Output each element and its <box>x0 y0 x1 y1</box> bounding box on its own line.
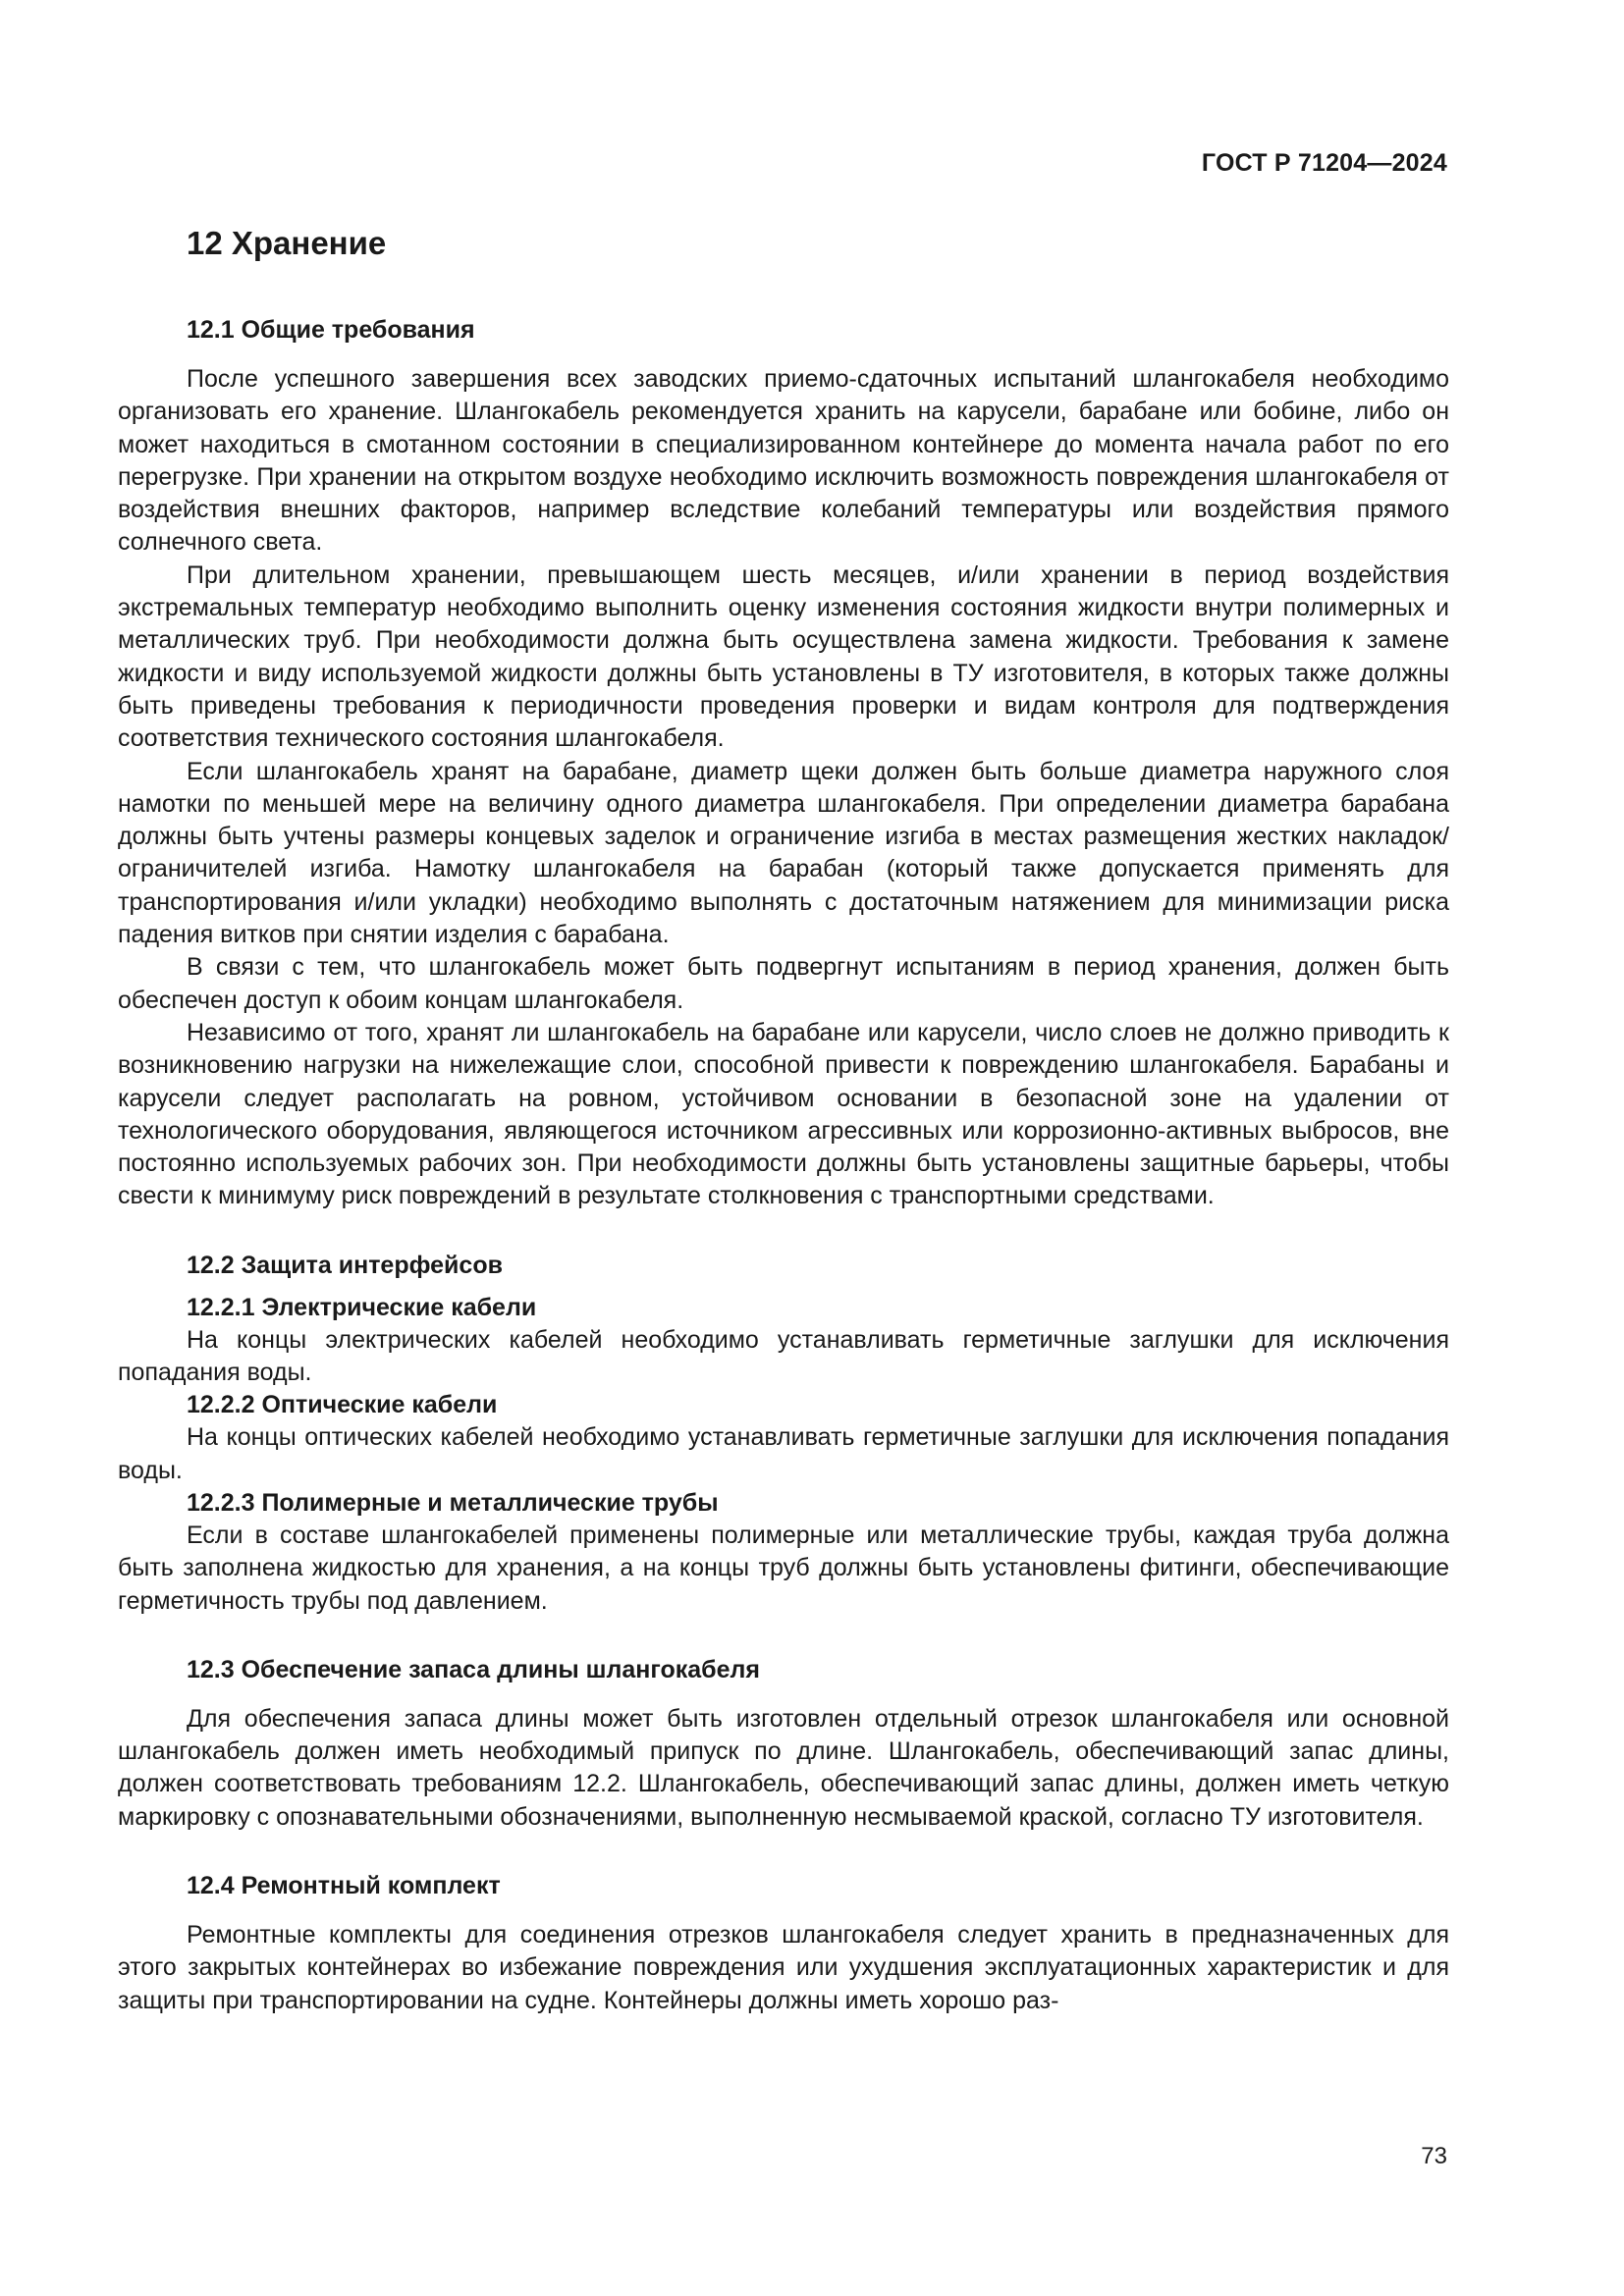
paragraph: Если в составе шлангокабелей применены полимерные или металлические трубы, каждая труба должна быть заполнена жидкостью для хранения, а на концы труб должны быть установлены фитинги, обеспечивающие герметичность трубы под давлением. <box>118 1521 1449 1615</box>
paragraph: В связи с тем, что шлангокабель может быть подвергнут испытаниям в период хранения, должен быть обеспечен доступ к обоим концам шлангокабеля. <box>118 953 1449 1014</box>
document-id: ГОСТ Р 71204—2024 <box>1201 149 1447 177</box>
paragraph: На концы электрических кабелей необходимо устанавливать герметичные заглушки для исключения попадания воды. <box>118 1325 1449 1387</box>
paragraph: После успешного завершения всех заводских приемо-сдаточных испытаний шлангокабеля необходимо организовать его хранение. Шлангокабель рекомендуется хранить на карусели, барабане или бобине, либо он может находиться в смотанном состоянии в специализированном контейнере до момента начала работ по его перегрузке. При хранении на открытом воздухе необходимо исключить возможность повреждения шлангокабеля от воздействия внешних факторов, например вследствие колебаний температуры или воздействия прямого солнечного света. <box>118 365 1449 557</box>
section-body-12-2 <box>118 1292 1449 1618</box>
subsection-title-12-2-1: 12.2.1 Электрические кабели <box>187 1293 537 1321</box>
section-body-12-1 <box>118 363 1449 1213</box>
paragraph: Для обеспечения запаса длины может быть изготовлен отдельный отрезок шлангокабеля или основной шлангокабель должен иметь необходимый припуск по длине. Шлангокабель, обеспечивающий запас длины, должен соответствовать требованиям 12.2. Шлангокабель, обеспечивающий запас длины, должен иметь четкую маркировку с опознавательными обозначениями, выполненную несмываемой краской, согласно ТУ изготовителя. <box>118 1704 1449 1831</box>
section-body-12-4 <box>118 1919 1449 2017</box>
chapter-title: 12 Хранение <box>187 225 387 261</box>
page-content <box>118 221 1449 2017</box>
paragraph: При длительном хранении, превышающем шесть месяцев, и/или хранении в период воздействия экстремальных температур необходимо выполнить оценку изменения состояния жидкости внутри полимерных и металлических труб. При необходимости должна быть осуществлена замена жидкости. Требования к замене жидкости и виду используемой жидкости должны быть установлены в ТУ изготовителя, в которых также должны быть приведены требования к периодичности проведения проверки и видам контроля для подтверждения соответствия технического состояния шлангокабеля. <box>118 561 1449 753</box>
section-body-12-3 <box>118 1703 1449 1834</box>
subsection-title-12-2-2: 12.2.2 Оптические кабели <box>187 1391 498 1419</box>
section-title-12-2: 12.2 Защита интерфейсов <box>187 1251 503 1279</box>
paragraph: Ремонтные комплекты для соединения отрезков шлангокабеля следует хранить в предназначенных для этого закрытых контейнерах во избежание повреждения или ухудшения эксплуатационных характеристик и для защиты при транспортировании на судне. Контейнеры должны иметь хорошо раз- <box>118 1920 1449 2014</box>
section-title-12-4: 12.4 Ремонтный комплект <box>187 1871 501 1899</box>
section-title-12-3: 12.3 Обеспечение запаса длины шлангокабеля <box>187 1655 760 1683</box>
paragraph: Независимо от того, хранят ли шлангокабель на барабане или карусели, число слоев не должно приводить к возникновению нагрузки на нижележащие слои, способной привести к повреждению шлангокабеля. Барабаны и карусели следует располагать на ровном, устойчивом основании в безопасной зоне на удалении от технологического оборудования, являющегося источником агрессивных или коррозионно-активных выбросов, вне постоянно используемых рабочих зон. При необходимости должны быть установлены защитные барьеры, чтобы свести к минимуму риск повреждений в результате столкновения с транспортными средствами. <box>118 1018 1449 1210</box>
subsection-title-12-2-3: 12.2.3 Полимерные и металлические трубы <box>187 1488 719 1517</box>
section-title-12-1: 12.1 Общие требования <box>187 316 475 344</box>
page-number: 73 <box>1421 2143 1447 2169</box>
paragraph: Если шлангокабель хранят на барабане, диаметр щеки должен быть больше диаметра наружного слоя намотки по меньшей мере на величину одного диаметра шлангокабеля. При определении диаметра барабана должны быть учтены размеры концевых заделок и ограничение изгиба в местах размещения жестких накладок/ограничителей изгиба. Намотку шлангокабеля на барабан (который также допускается применять для транспортирования и/или укладки) необходимо выполнять с достаточным натяжением для минимизации риска падения витков при снятии изделия с барабана. <box>118 757 1449 949</box>
paragraph: На концы оптических кабелей необходимо устанавливать герметичные заглушки для исключения попадания воды. <box>118 1423 1449 1484</box>
